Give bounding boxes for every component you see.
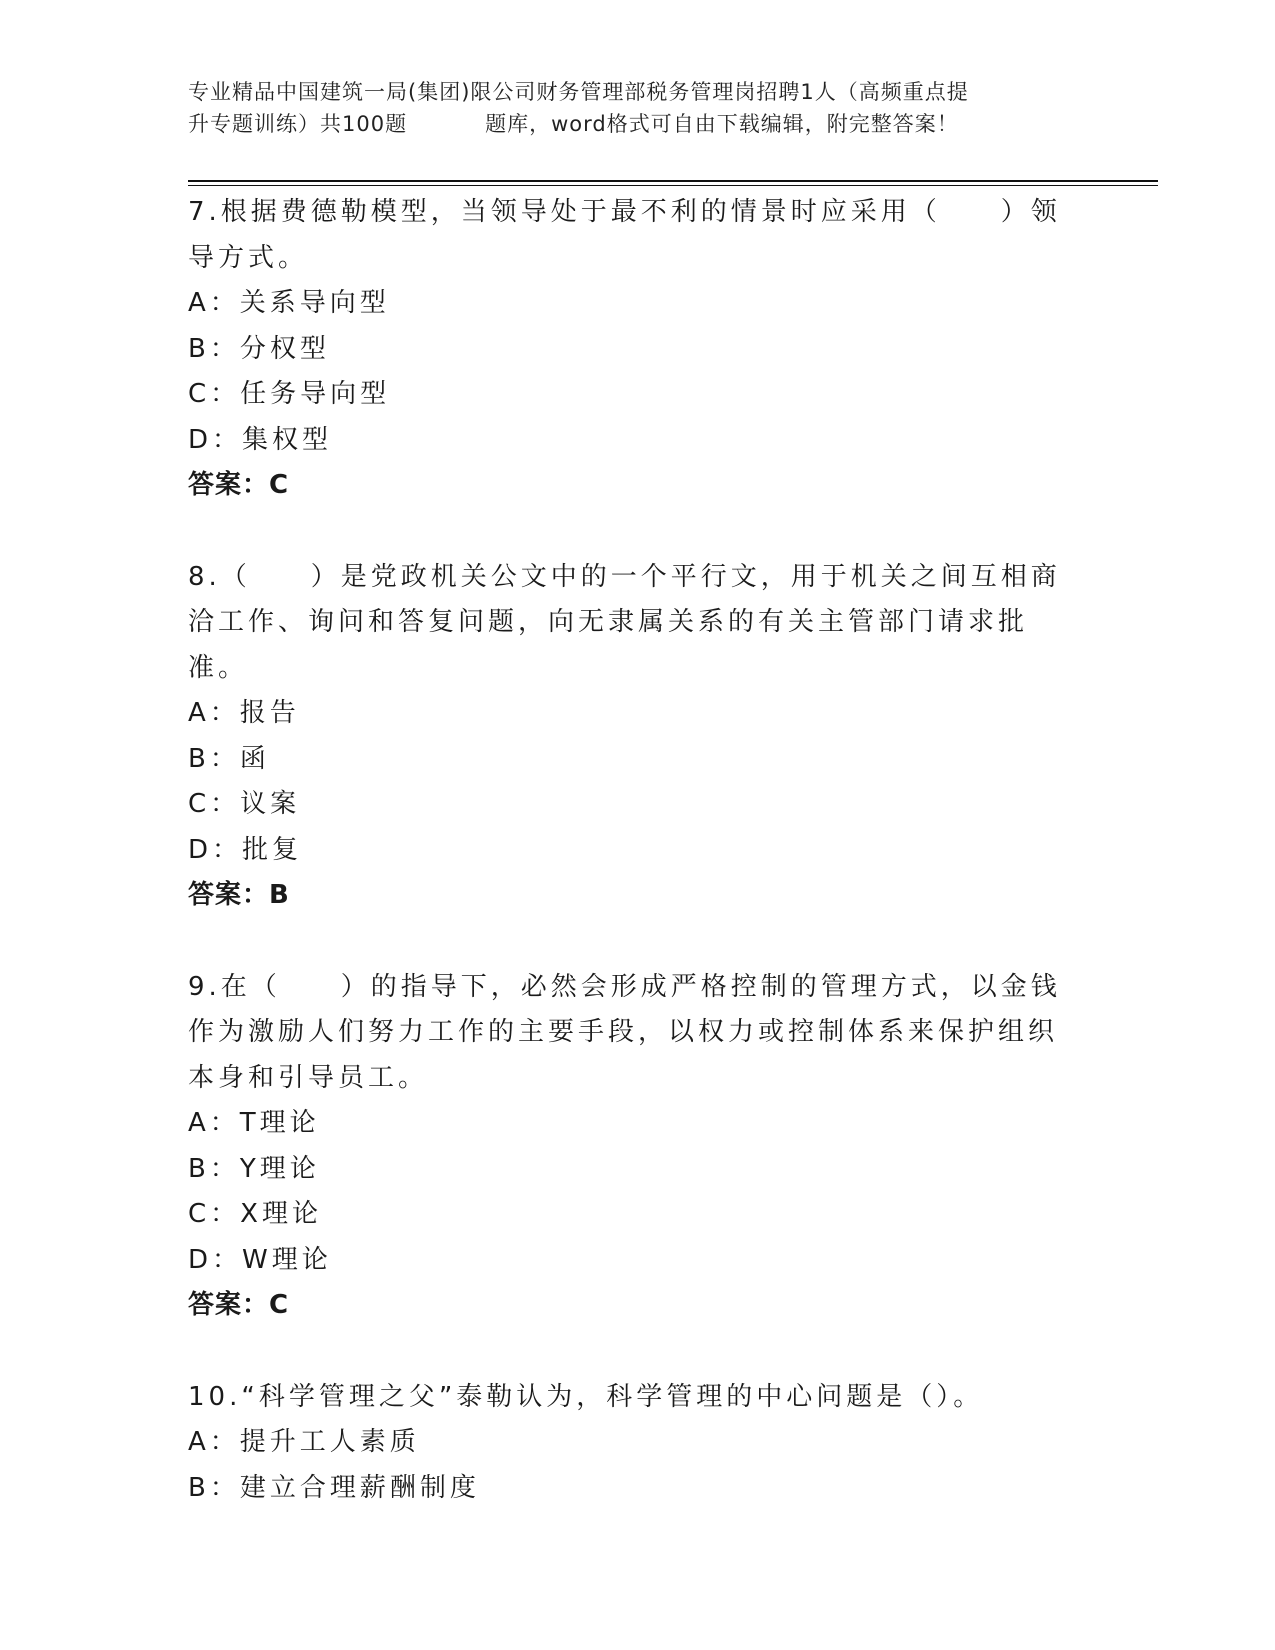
option-d: D：批复	[188, 834, 303, 865]
option-b: B：建立合理薪酬制度	[188, 1472, 480, 1503]
question-stem: 10.“科学管理之父”泰勒认为，科学管理的中心问题是（）。	[188, 1381, 984, 1412]
option-b: B：函	[188, 743, 270, 774]
question-7	[188, 190, 1068, 509]
option-d: D：W理论	[188, 1244, 332, 1275]
option-b: B：Y理论	[188, 1153, 320, 1184]
question-stem: 7.根据费德勒模型，当领导处于最不利的情景时应采用（ ）领导方式。	[188, 197, 1061, 273]
option-b: B：分权型	[188, 333, 330, 364]
header-line-1: 专业精品中国建筑一局(集团)限公司财务管理部税务管理岗招聘1人（高频重点提	[188, 80, 969, 104]
option-a: A：报告	[188, 698, 300, 728]
option-a: A：提升工人素质	[188, 1427, 420, 1457]
answer: 答案：C	[188, 1290, 290, 1320]
option-a: A：T理论	[188, 1108, 320, 1138]
option-c: C：任务导向型	[188, 379, 391, 409]
question-stem: 8.（ ）是党政机关公文中的一个平行文，用于机关之间互相商洽工作、询问和答复问题，向无隶属关系的有关主管部门请求批准。	[188, 561, 1061, 683]
question-list	[188, 190, 1068, 1511]
document-header	[188, 76, 1088, 140]
header-line-2-right: 题库，word格式可自由下载编辑，附完整答案！	[485, 112, 959, 136]
option-a: A：关系导向型	[188, 288, 390, 318]
option-c: C：X理论	[188, 1199, 322, 1229]
header-line-2	[188, 108, 1088, 140]
question-10	[188, 1375, 1068, 1512]
header-line-2-left: 升专题训练）共100题	[188, 112, 408, 136]
question-stem: 9.在（ ）的指导下，必然会形成严格控制的管理方式，以金钱作为激励人们努力工作的主要手段，以权力或控制体系来保护组织本身和引导员工。	[188, 971, 1061, 1093]
answer: 答案：B	[188, 880, 290, 910]
answer: 答案：C	[188, 470, 290, 500]
question-8	[188, 555, 1068, 919]
option-c: C：议案	[188, 789, 301, 819]
header-divider-thick	[188, 180, 1158, 182]
question-9	[188, 965, 1068, 1329]
option-d: D：集权型	[188, 424, 333, 455]
header-divider-thin	[188, 185, 1158, 186]
